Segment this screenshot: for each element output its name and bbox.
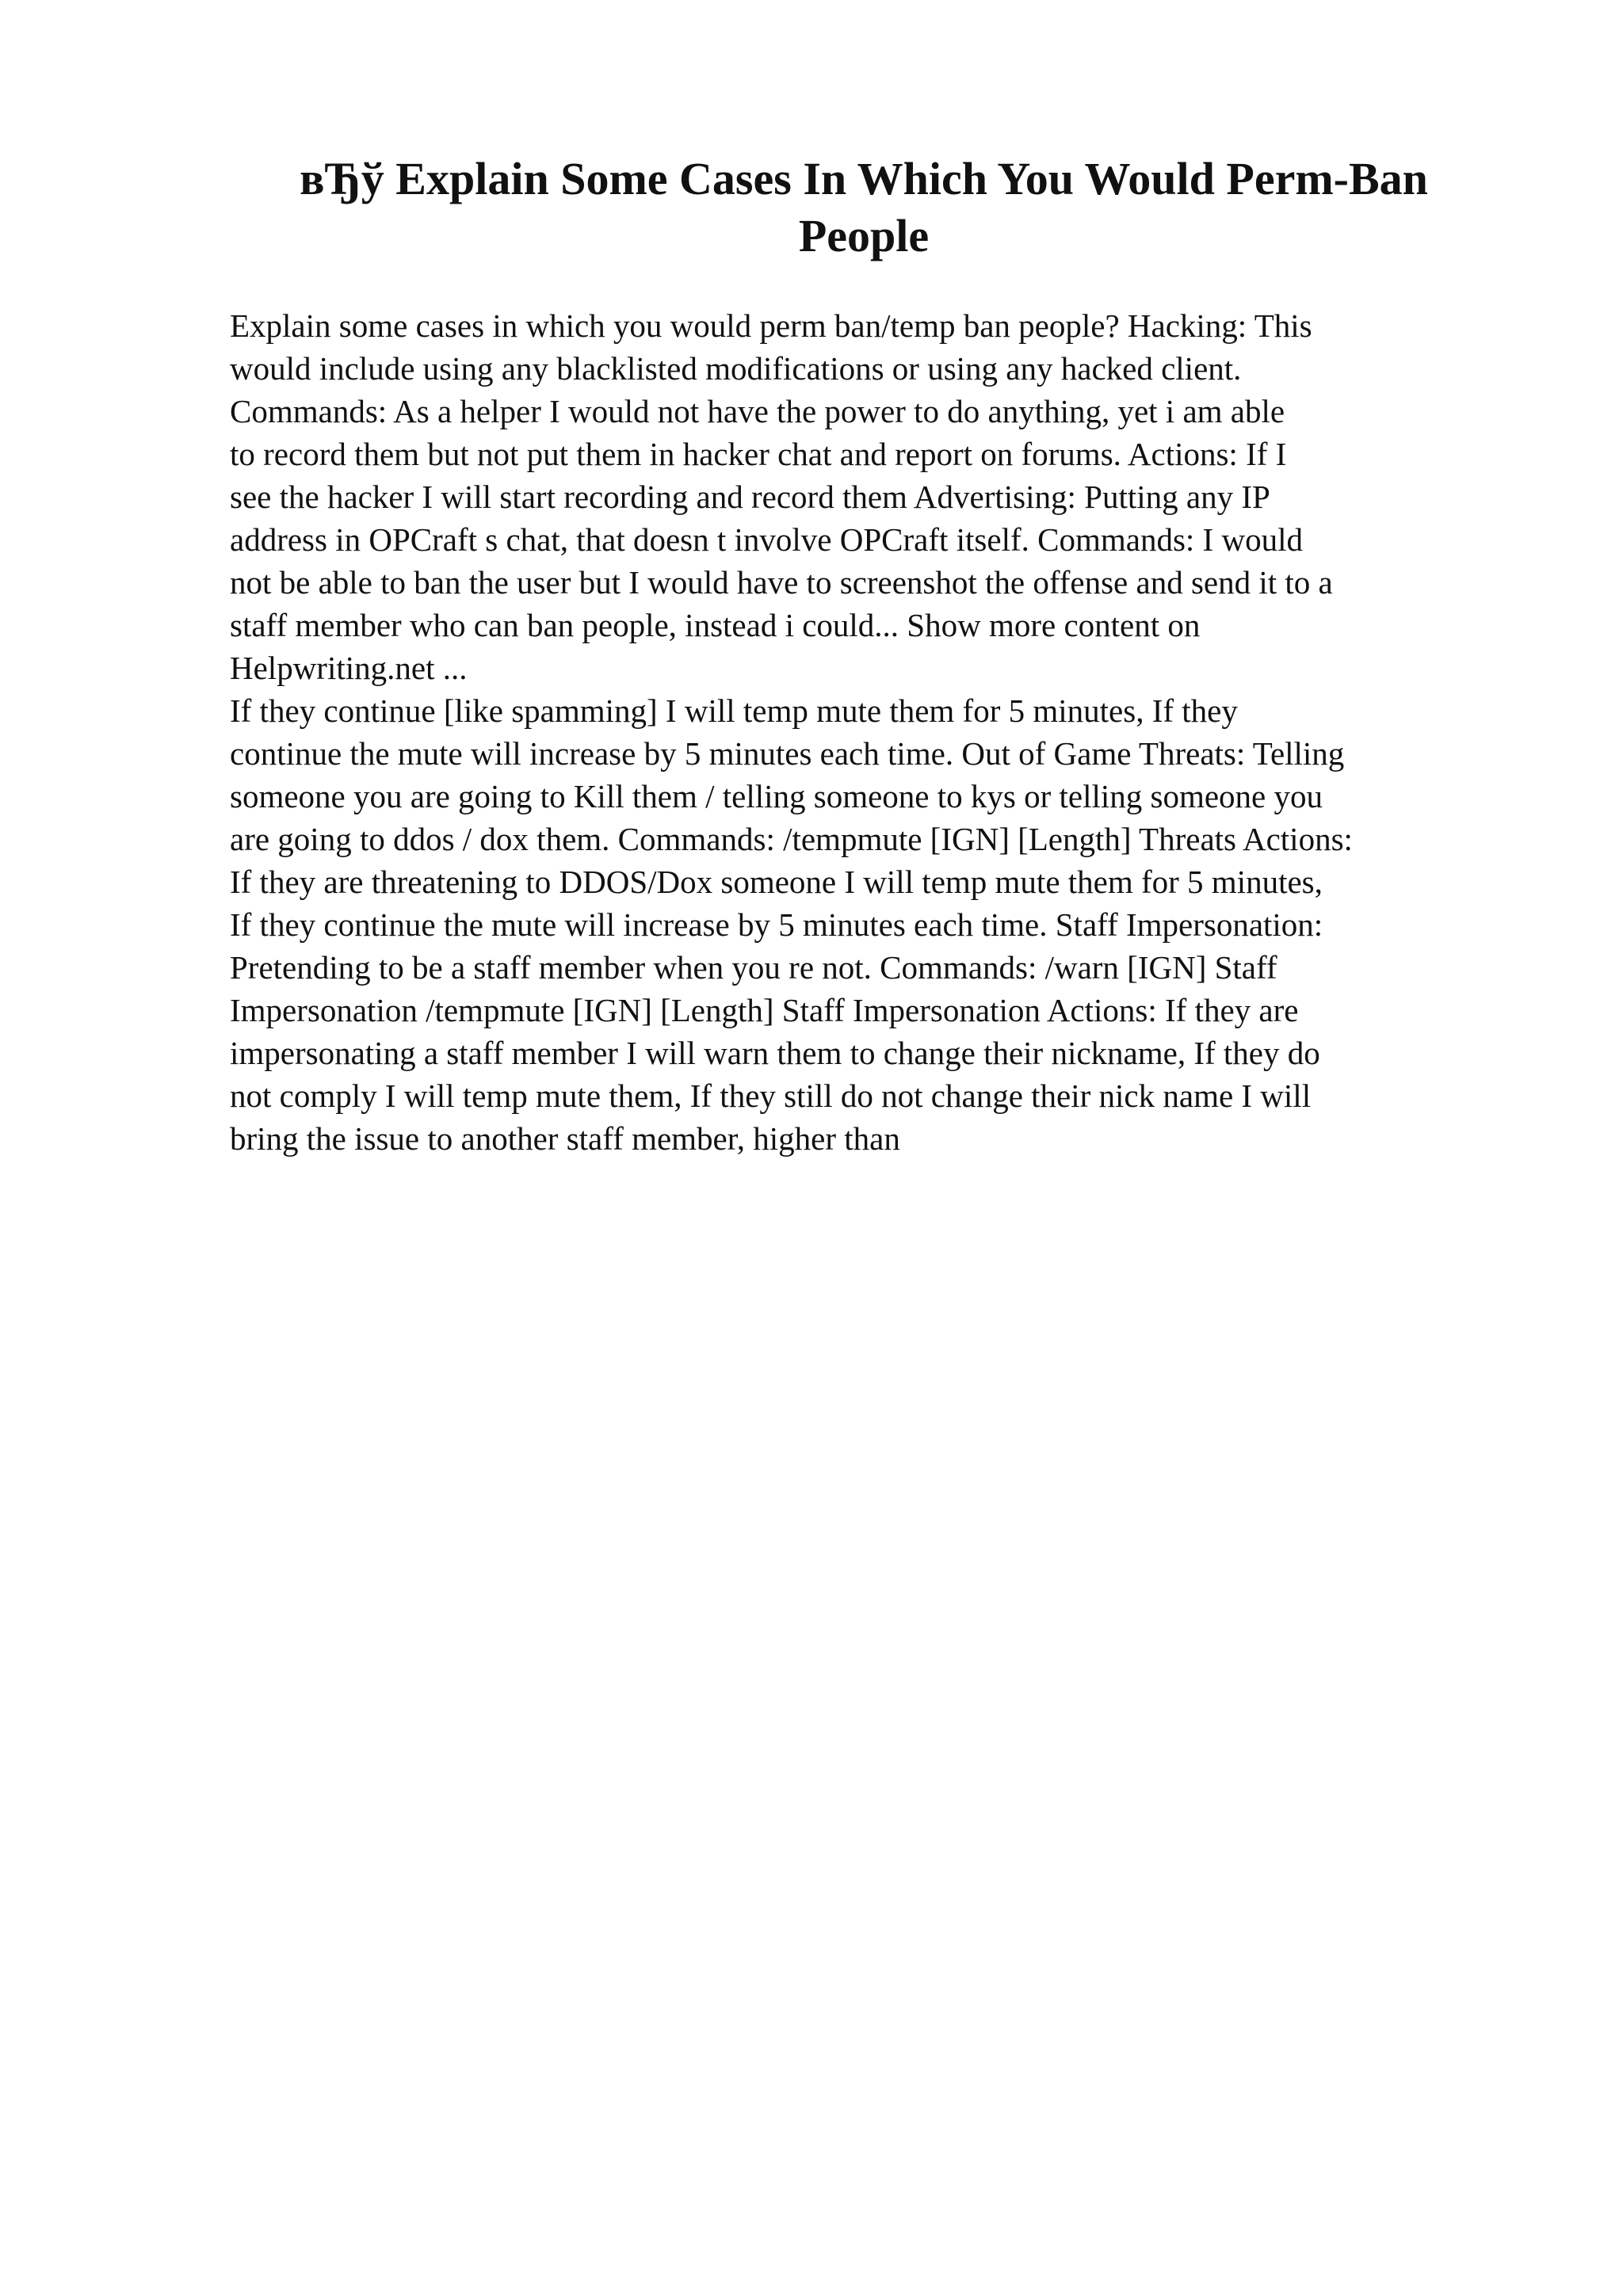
document-body xyxy=(230,304,1529,1160)
text-line: not be able to ban the user but I would have to screenshot the offense and send it to a xyxy=(230,564,1333,601)
text-line: Impersonation /tempmute [IGN] [Length] Staff Impersonation Actions: If they are xyxy=(230,992,1299,1028)
text-line: Pretending to be a staff member when you re not. Commands: /warn [IGN] Staff xyxy=(230,949,1277,986)
text-line: Commands: As a helper I would not have the power to do anything, yet i am able xyxy=(230,393,1285,429)
text-line: impersonating a staff member I will warn them to change their nickname, If they do xyxy=(230,1035,1320,1071)
text-line: address in OPCraft s chat, that doesn t involve OPCraft itself. Commands: I would xyxy=(230,521,1303,558)
title-line: People xyxy=(798,210,930,261)
text-line: to record them but not put them in hacker chat and report on forums. Actions: If I xyxy=(230,436,1287,472)
title-line: вЂў Explain Some Cases In Which You Would Perm-Ban xyxy=(300,153,1428,204)
text-line: are going to ddos / dox them. Commands: /tempmute [IGN] [Length] Threats Actions: xyxy=(230,821,1353,857)
text-line: If they continue the mute will increase by 5 minutes each time. Staff Impersonation: xyxy=(230,906,1323,943)
text-line: continue the mute will increase by 5 minutes each time. Out of Game Threats: Telling xyxy=(230,735,1345,772)
document-title xyxy=(230,151,1498,265)
text-line: staff member who can ban people, instead i could... Show more content on xyxy=(230,607,1201,643)
text-line: If they are threatening to DDOS/Dox someone I will temp mute them for 5 minutes, xyxy=(230,864,1323,900)
text-line: Explain some cases in which you would perm ban/temp ban people? Hacking: This xyxy=(230,307,1312,344)
text-line: Helpwriting.net ... xyxy=(230,650,468,686)
text-line: someone you are going to Kill them / telling someone to kys or telling someone you xyxy=(230,778,1323,814)
text-line: bring the issue to another staff member, higher than xyxy=(230,1120,900,1157)
text-line: see the hacker I will start recording and record them Advertising: Putting any IP xyxy=(230,479,1270,515)
text-line: would include using any blacklisted modifications or using any hacked client. xyxy=(230,350,1242,387)
text-line: not comply I will temp mute them, If they still do not change their nick name I will xyxy=(230,1077,1312,1114)
text-line: If they continue [like spamming] I will temp mute them for 5 minutes, If they xyxy=(230,692,1238,729)
